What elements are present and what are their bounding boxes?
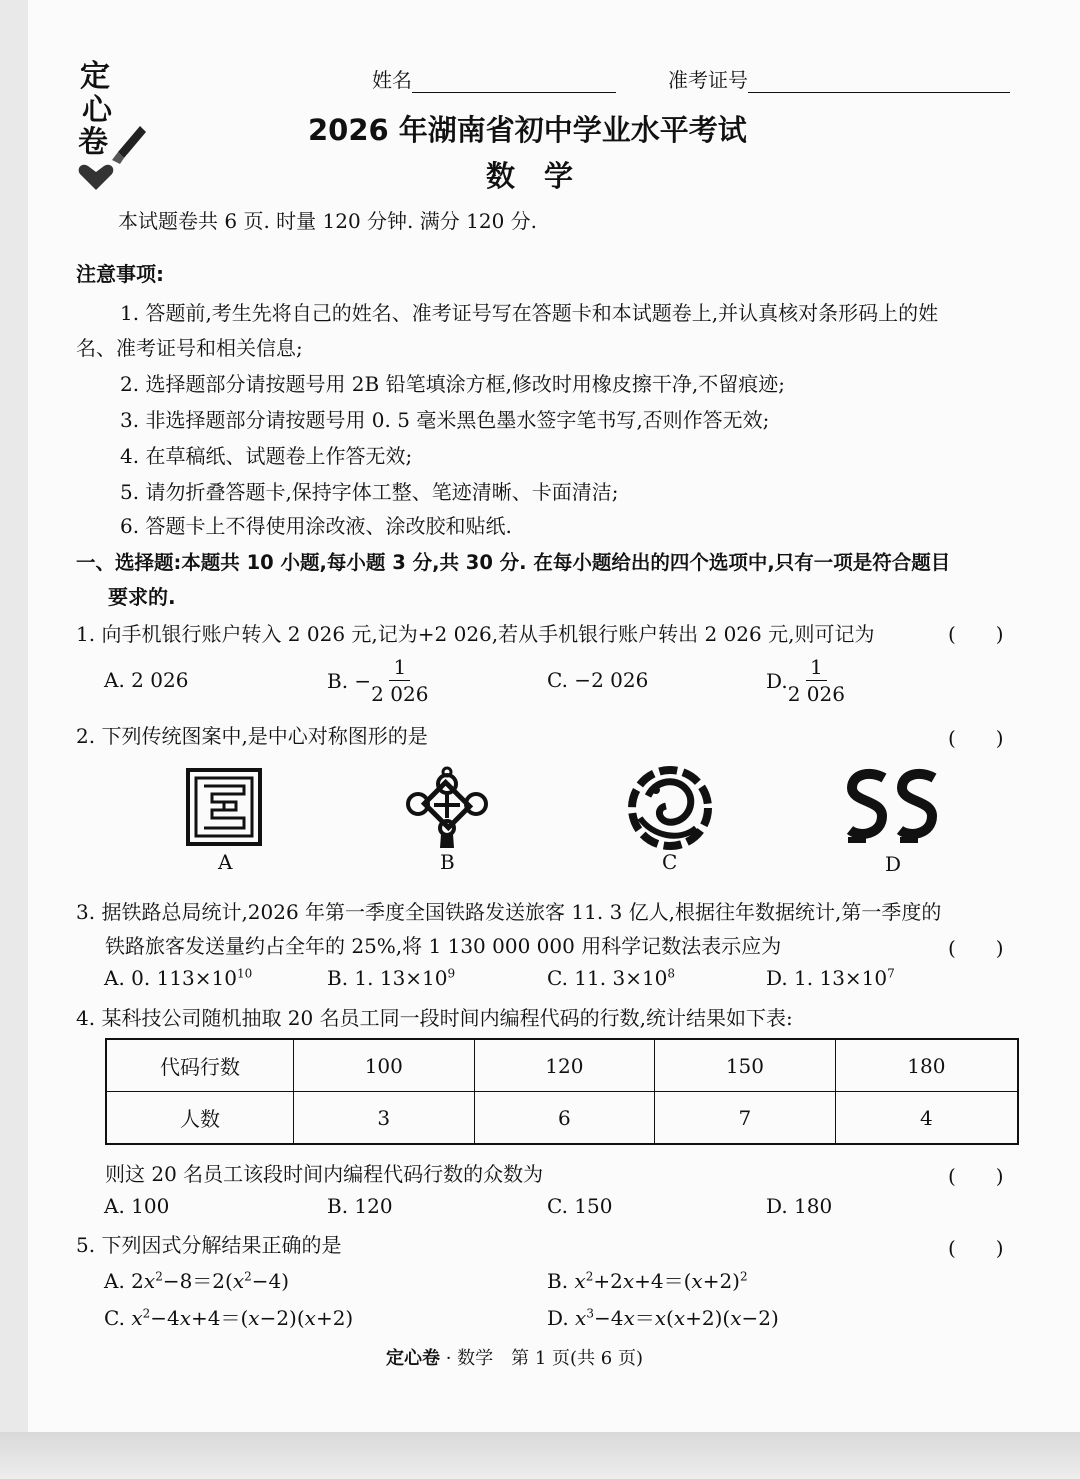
q3-option-a[interactable] (104, 966, 252, 990)
dragon-icon (628, 766, 712, 850)
q4-option-c[interactable]: C. 150 (547, 1194, 613, 1218)
dingxinjuan-logo (74, 59, 154, 192)
table-cell: 150 (655, 1039, 836, 1092)
q1-answer-blank[interactable]: ( ) (948, 622, 1004, 646)
table-row (106, 1092, 1018, 1145)
exam-id-label: 准考证号 (668, 68, 748, 92)
chinese-knot-icon (404, 766, 490, 850)
q3-option-b[interactable] (327, 966, 455, 990)
option-formula: $x^2-4x+4=(x-2)(x+2)$ (131, 1306, 354, 1330)
figure-label-a: A (218, 850, 233, 874)
q3-stem: 3. 据铁路总局统计,2026 年第一季度全国铁路发送旅客 11. 3 亿人,根据往年数据统计,第一季度的 (76, 900, 942, 924)
notice-heading: 注意事项: (76, 262, 164, 286)
exponent: 8 (667, 966, 676, 981)
subject-title: 数 学 (486, 159, 574, 193)
option-text: D. 1. 13×10 (766, 966, 888, 990)
exponent: 10 (236, 966, 253, 981)
name-blank[interactable] (412, 92, 616, 93)
fraction (788, 654, 845, 707)
denominator: 2 026 (371, 682, 429, 706)
option-label: D. (766, 668, 788, 693)
q5-option-c[interactable] (104, 1302, 353, 1331)
option-text: C. 11. 3×10 (547, 966, 668, 990)
exponent: 7 (887, 966, 895, 981)
option-text: A. 0. 113×10 (104, 966, 237, 990)
maze-pattern-icon (186, 768, 262, 846)
q5-stem: 5. 下列因式分解结果正确的是 (76, 1233, 342, 1257)
q5-answer-blank[interactable]: ( ) (948, 1236, 1004, 1260)
name-label: 姓名 (372, 68, 412, 92)
q3-answer-blank[interactable]: ( ) (948, 936, 1004, 960)
q4-answer-blank[interactable]: ( ) (948, 1164, 1004, 1188)
q5-option-a[interactable] (104, 1265, 289, 1294)
q5-option-d[interactable] (547, 1302, 779, 1331)
footer-brand: 定心卷 (386, 1348, 440, 1369)
option-formula: $x^3-4x=x(x+2)(x-2)$ (575, 1306, 779, 1330)
notice-item: 2. 选择题部分请按题号用 2B 铅笔填涂方框,修改时用橡皮擦干净,不留痕迹; (120, 372, 786, 396)
notice-item: 5. 请勿折叠答题卡,保持字体工整、笔迹清晰、卡面清洁; (120, 480, 619, 504)
option-label: A. (104, 1269, 125, 1293)
q3-option-d[interactable] (766, 966, 895, 990)
exponent: 9 (447, 966, 456, 981)
notice-item: 6. 答题卡上不得使用涂改液、涂改胶和贴纸. (120, 514, 512, 538)
table-header-cell: 人数 (106, 1092, 294, 1145)
name-field[interactable] (372, 64, 616, 93)
heart-icon (76, 162, 116, 192)
table-cell: 100 (294, 1039, 475, 1092)
table-row (106, 1039, 1018, 1092)
page-footer (386, 1344, 643, 1370)
logo-char: 定 (80, 59, 110, 94)
q1-option-c[interactable]: C. −2 026 (547, 668, 649, 692)
notice-item: 名、准考证号和相关信息; (76, 336, 303, 360)
exam-title: 2026 年湖南省初中学业水平考试 (308, 113, 747, 147)
table-cell: 3 (294, 1092, 475, 1145)
option-label: D. (547, 1306, 569, 1330)
q1-stem: 1. 向手机银行账户转入 2 026 元,记为+2 026,若从手机银行账户转出 2 026 元,则可记为 (76, 622, 875, 646)
table-cell: 120 (474, 1039, 655, 1092)
q4-stem: 4. 某科技公司随机抽取 20 名员工同一段时间内编程代码的行数,统计结果如下表: (76, 1006, 793, 1030)
q2-answer-blank[interactable]: ( ) (948, 726, 1004, 750)
footer-page-number: · 数学 第 1 页(共 6 页) (440, 1348, 644, 1369)
notice-item: 1. 答题前,考生先将自己的姓名、准考证号写在答题卡和本试题卷上,并认真核对条形码上的姓 (120, 301, 939, 325)
logo-char: 心 (82, 93, 112, 128)
code-lines-table (105, 1038, 1019, 1145)
page-bottom-edge (0, 1432, 1080, 1479)
section-heading: 一、选择题:本题共 10 小题,每小题 3 分,共 30 分. 在每小题给出的四个选项中,只有一项是符合题目 (76, 551, 951, 574)
q3-stem-cont: 铁路旅客发送量约占全年的 25%,将 1 130 000 000 用科学记数法表示应为 (105, 934, 782, 958)
notice-item: 4. 在草稿纸、试题卷上作答无效; (120, 444, 413, 468)
exam-intro: 本试题卷共 6 页. 时量 120 分钟. 满分 120 分. (118, 209, 538, 233)
q1-option-b[interactable] (327, 654, 428, 707)
option-formula: $2x^2-8=2(x^2-4)$ (131, 1269, 290, 1293)
q4-option-d[interactable]: D. 180 (766, 1194, 833, 1218)
notice-item: 3. 非选择题部分请按题号用 0. 5 毫米黑色墨水签字笔书写,否则作答无效; (120, 408, 770, 432)
table-cell: 4 (835, 1092, 1018, 1145)
table-cell: 6 (474, 1092, 655, 1145)
q2-stem: 2. 下列传统图案中,是中心对称图形的是 (76, 724, 428, 748)
q1-option-d[interactable] (766, 654, 845, 707)
q4-question: 则这 20 名员工该段时间内编程代码行数的众数为 (105, 1162, 544, 1186)
table-cell: 7 (655, 1092, 836, 1145)
numerator: 1 (389, 654, 410, 681)
q4-option-b[interactable]: B. 120 (327, 1194, 393, 1218)
exam-id-field[interactable] (668, 64, 1010, 93)
q1-option-a[interactable]: A. 2 026 (104, 668, 189, 692)
table-header-cell: 代码行数 (106, 1039, 294, 1092)
option-text: B. 1. 13×10 (327, 966, 448, 990)
option-formula: $x^2+2x+4=(x+2)^2$ (574, 1269, 748, 1293)
q4-option-a[interactable]: A. 100 (104, 1194, 170, 1218)
section-heading-cont: 要求的. (108, 585, 176, 609)
q3-option-c[interactable] (547, 966, 675, 990)
figure-label-b: B (440, 850, 455, 874)
option-label: C. (104, 1306, 125, 1330)
exam-id-blank[interactable] (748, 92, 1010, 93)
numerator: 1 (806, 654, 827, 681)
fraction (371, 654, 428, 707)
double-s-pattern-icon (846, 768, 938, 848)
option-label: B. (547, 1269, 569, 1293)
table-cell: 180 (835, 1039, 1018, 1092)
logo-char: 卷 (78, 125, 108, 160)
figure-label-d: D (885, 852, 902, 876)
figure-label-c: C (662, 850, 678, 874)
denominator: 2 026 (787, 682, 845, 706)
q5-option-b[interactable] (547, 1265, 748, 1294)
option-label: B. − (327, 668, 372, 693)
